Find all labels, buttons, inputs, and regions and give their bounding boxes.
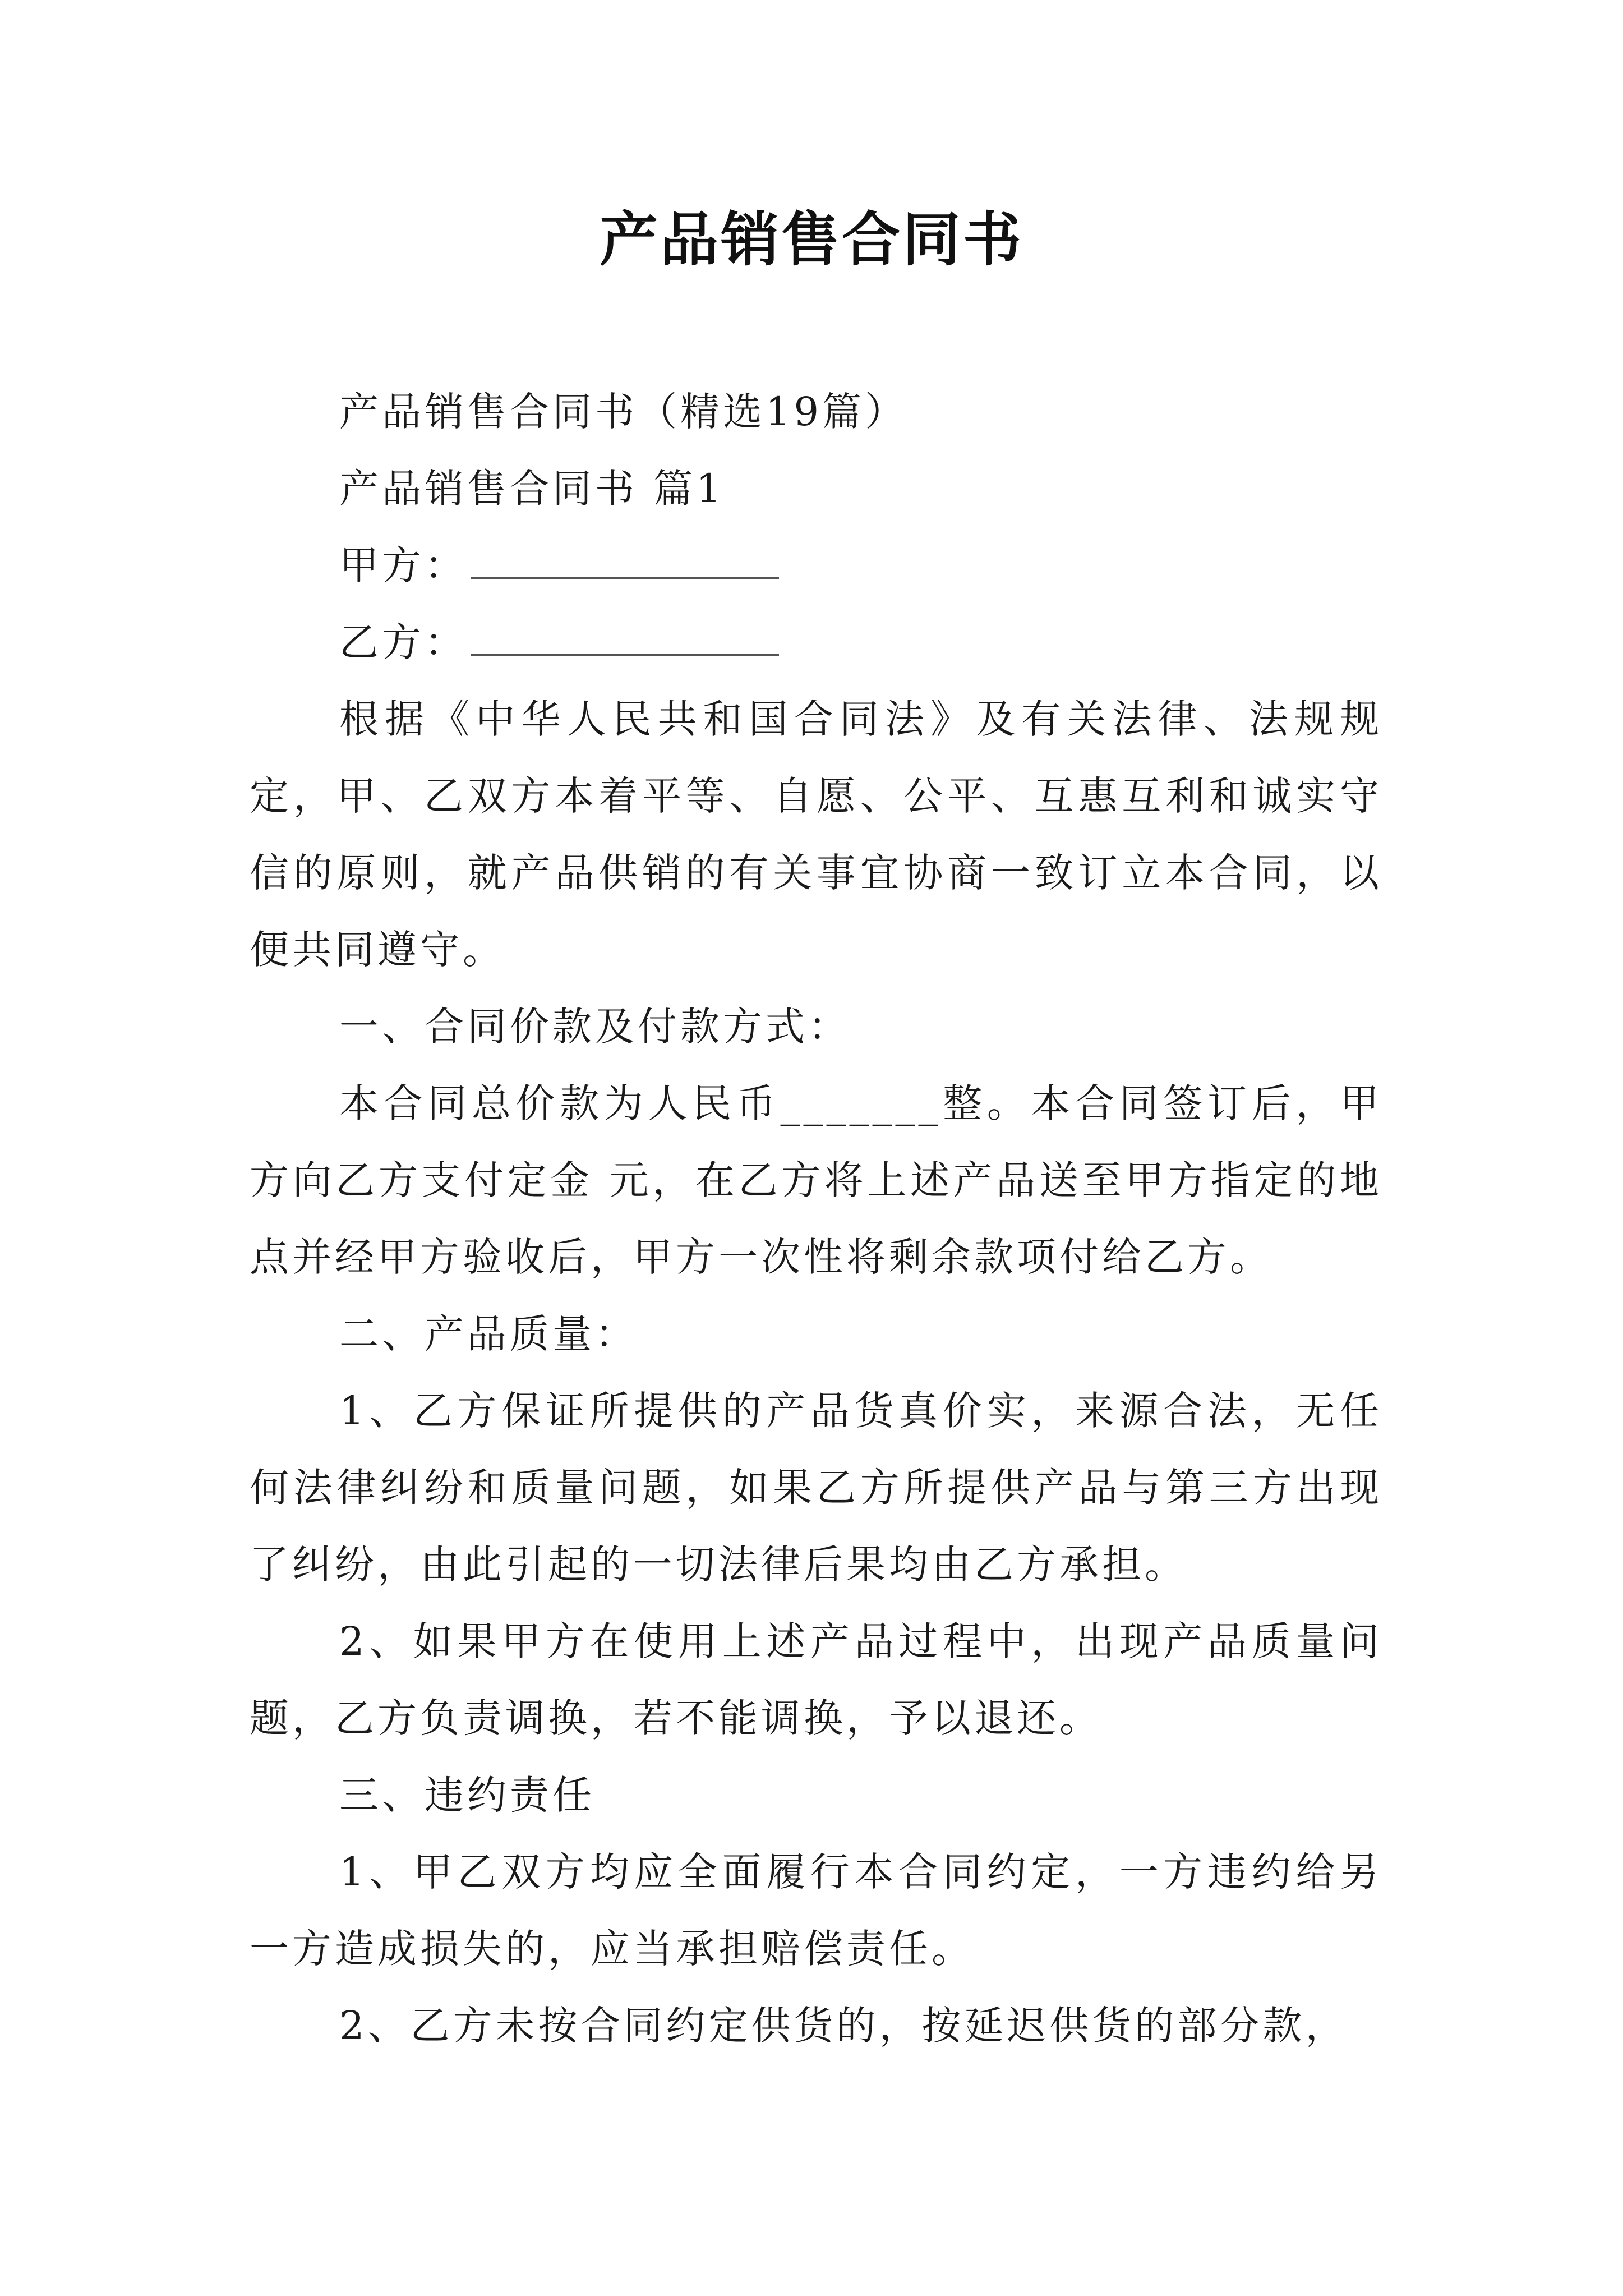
clause-heading-3: 三、违约责任 (339, 1772, 595, 1818)
party-b-label: 乙方： (339, 619, 467, 665)
section-heading: 产品销售合同书 篇1 (339, 466, 725, 512)
clause-paragraph: 1、乙方保证所提供的产品货真价实，来源合法，无任何法律纠纷和质量问题，如果乙方所提供产品与第三方出现了纠纷，由此引起的一切法律后果均由乙方承担。 (250, 1388, 1382, 1588)
subtitle-line: 产品销售合同书（精选19篇） (339, 389, 908, 435)
clause-paragraph: 2、乙方未按合同约定供货的，按延迟供货的部分款， (339, 2003, 1348, 2049)
clause-paragraph: 1、甲乙双方均应全面履行本合同约定，一方违约给另一方造成损失的，应当承担赔偿责任。 (250, 1849, 1382, 1972)
party-b-blank (471, 632, 779, 656)
party-a-blank (471, 555, 779, 579)
document-title: 产品销售合同书 (599, 205, 1023, 274)
clause-paragraph: 本合同总价款为人民币_______整。本合同签订后，甲方向乙方支付定金 元，在乙方将上述产品送至甲方指定的地点并经甲方验收后，甲方一次性将剩余款项付给乙方。 (250, 1080, 1382, 1280)
party-a-label: 甲方： (339, 542, 467, 588)
clause-heading-2: 二、产品质量： (339, 1311, 638, 1357)
document-body (250, 374, 1382, 2064)
clause-heading-1: 一、合同价款及付款方式： (339, 1004, 851, 1050)
party-b-line (250, 604, 1382, 681)
party-a-line (250, 527, 1382, 604)
preamble-paragraph: 根据《中华人民共和国合同法》及有关法律、法规规定，甲、乙双方本着平等、自愿、公平、互惠互利和诚实守信的原则，就产品供销的有关事宜协商一致订立本合同，以便共同遵守。 (250, 696, 1382, 973)
clause-paragraph: 2、如果甲方在使用上述产品过程中，出现产品质量问题，乙方负责调换，若不能调换，予以退还。 (250, 1618, 1382, 1741)
